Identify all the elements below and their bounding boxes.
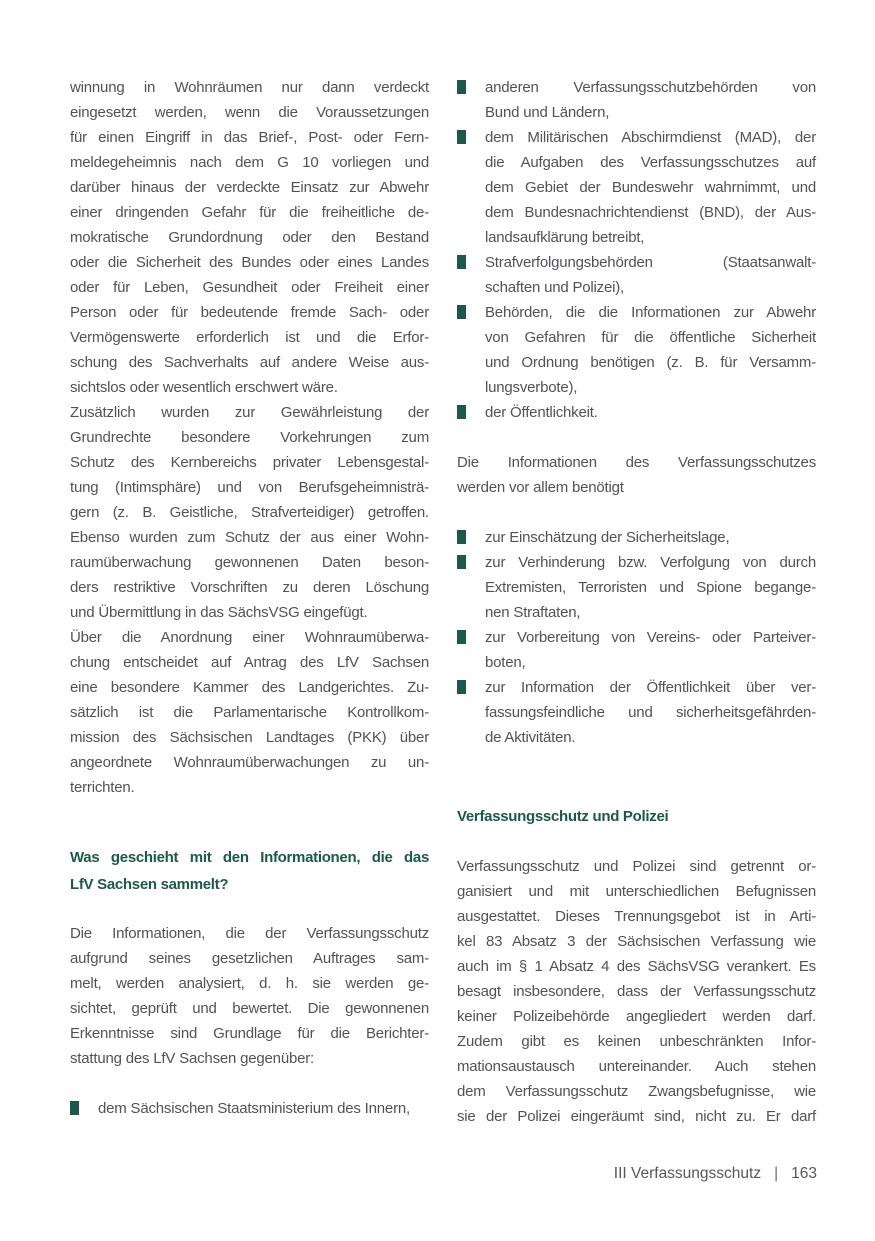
text-line: Extremisten, Terroristen und Spione begange-	[485, 579, 816, 596]
footer-separator: |	[774, 1165, 779, 1182]
text-line: ders restriktive Vorschriften zu deren Löschung	[70, 579, 429, 596]
text-line: mationsaustausch untereinander. Auch stehen	[457, 1058, 816, 1075]
right-column	[457, 75, 816, 1129]
text-line: zur Einschätzung der Sicherheitslage,	[485, 529, 730, 546]
left-column	[70, 75, 429, 1129]
section-heading-informationen	[70, 844, 429, 898]
bullet-square-icon	[457, 555, 466, 569]
list-item	[70, 1096, 429, 1121]
text-line: zur Verhinderung bzw. Verfolgung von durch	[485, 554, 816, 571]
text-line: Die Informationen, die der Verfassungsschutz	[70, 925, 429, 942]
text-line: gern (z. B. Geistliche, Strafverteidiger) getroffen.	[70, 504, 429, 521]
list-item	[457, 75, 816, 125]
list-item	[457, 400, 816, 425]
text-line: Erkenntnisse sind Grundlage für die Berichter-	[70, 1025, 429, 1042]
text-line: lungsverbote),	[485, 379, 578, 396]
list-item	[457, 525, 816, 550]
list-item	[457, 675, 816, 750]
section-heading-polizei	[457, 803, 816, 830]
bullet-square-icon	[457, 80, 466, 94]
text-line: dem Verfassungsschutz Zwangsbefugnisse, wie	[457, 1083, 816, 1100]
bullet-list	[457, 75, 816, 425]
text-line: stattung des LfV Sachsen gegenüber:	[70, 1050, 315, 1067]
paragraph	[70, 625, 429, 800]
footer-chapter-label: III Verfassungsschutz	[613, 1165, 762, 1182]
text-line: winnung in Wohnräumen nur dann verdeckt	[70, 79, 429, 96]
text-line: oder für Leben, Gesundheit oder Freiheit einer	[70, 279, 429, 296]
bullet-square-icon	[457, 130, 466, 144]
bullet-list	[457, 525, 816, 750]
paragraph	[457, 450, 816, 500]
text-line: dem Bundesnachrichtendienst (BND), der Aus-	[485, 204, 816, 221]
text-line: aufgrund seines gesetzlichen Auftrages sam-	[70, 950, 429, 967]
text-line: chung entscheidet auf Antrag des LfV Sachsen	[70, 654, 429, 671]
paragraph	[70, 400, 429, 625]
text-line: Über die Anordnung einer Wohnraumüberwa-	[70, 629, 429, 646]
text-line: eine besondere Kammer des Landgerichtes. Zu-	[70, 679, 429, 696]
text-line: kel 83 Absatz 3 der Sächsischen Verfassung wie	[457, 933, 816, 950]
text-line: dem Sächsischen Staatsministerium des Innern,	[98, 1100, 410, 1117]
text-line: oder die Sicherheit des Bundes oder eines Landes	[70, 254, 429, 271]
text-line: der Öffentlichkeit.	[485, 404, 598, 421]
bullet-list	[70, 1096, 429, 1121]
text-line: dem Militärischen Abschirmdienst (MAD), der	[485, 129, 816, 146]
text-line: zur Information der Öffentlichkeit über ver-	[485, 679, 816, 696]
text-line: landsaufklärung betreibt,	[485, 229, 645, 246]
text-line: Zudem gibt es keinen unbeschränkten Infor-	[457, 1033, 816, 1050]
bullet-square-icon	[457, 255, 466, 269]
text-line: Verfassungsschutz und Polizei sind getrennt or-	[457, 858, 816, 875]
text-line: ganisiert und mit unterschiedlichen Befugnissen	[457, 883, 816, 900]
text-line: von Gefahren für die öffentliche Sicherheit	[485, 329, 816, 346]
text-line: terrichten.	[70, 779, 135, 796]
text-line: anderen Verfassungsschutzbehörden von	[485, 79, 816, 96]
text-line: Ebenso wurden zum Schutz der aus einer Wohn-	[70, 529, 429, 546]
text-line: Vermögenswerte erforderlich ist und die Erfor-	[70, 329, 429, 346]
paragraph	[70, 75, 429, 400]
text-line: sichtet, geprüft und bewertet. Die gewonnenen	[70, 1000, 429, 1017]
text-line: schaften und Polizei),	[485, 279, 625, 296]
list-item	[457, 125, 816, 250]
text-line: nen Straftaten,	[485, 604, 581, 621]
text-line: Strafverfolgungsbehörden (Staatsanwalt-	[485, 254, 816, 271]
text-line: für einen Eingriff in das Brief-, Post- oder Fern-	[70, 129, 429, 146]
text-line: raumüberwachung gewonnenen Daten beson-	[70, 554, 429, 571]
text-line: auch im § 1 Absatz 4 des SächsVSG verankert. Es	[457, 958, 816, 975]
paragraph	[70, 921, 429, 1071]
bullet-square-icon	[457, 405, 466, 419]
text-line: Die Informationen des Verfassungsschutzes	[457, 454, 816, 471]
text-line: Zusätzlich wurden zur Gewährleistung der	[70, 404, 429, 421]
text-line: schung des Sachverhalts auf andere Weise aus-	[70, 354, 429, 371]
list-item	[457, 300, 816, 400]
text-line: sie der Polizei eingeräumt sind, nicht zu. Er darf	[457, 1108, 816, 1125]
text-line: mokratische Grundordnung oder den Bestand	[70, 229, 429, 246]
list-item	[457, 625, 816, 675]
text-line: LfV Sachsen sammelt?	[70, 876, 229, 893]
text-line: Verfassungsschutz und Polizei	[457, 808, 669, 825]
text-line: boten,	[485, 654, 526, 671]
footer-page-number: 163	[791, 1165, 817, 1182]
text-line: de Aktivitäten.	[485, 729, 576, 746]
bullet-square-icon	[457, 305, 466, 319]
text-line: sichtslos oder wesentlich erschwert wäre.	[70, 379, 338, 396]
text-line: Behörden, die die Informationen zur Abwehr	[485, 304, 816, 321]
text-line: ausgestattet. Dieses Trennungsgebot ist in Arti-	[457, 908, 816, 925]
text-line: Grundrechte besondere Vorkehrungen zum	[70, 429, 429, 446]
text-line: Was geschieht mit den Informationen, die das	[70, 849, 429, 866]
text-line: fassungsfeindliche und sicherheitsgefährden-	[485, 704, 816, 721]
text-line: werden vor allem benötigt	[457, 479, 624, 496]
text-line: zur Vorbereitung von Vereins- oder Parteiver-	[485, 629, 816, 646]
paragraph	[457, 854, 816, 1129]
text-line: besagt insbesondere, dass der Verfassungsschutz	[457, 983, 816, 1000]
text-line: dem Gebiet der Bundeswehr wahrnimmt, und	[485, 179, 816, 196]
page-footer	[614, 1161, 817, 1186]
text-line: Bund und Ländern,	[485, 104, 610, 121]
text-line: die Aufgaben des Verfassungsschutzes auf	[485, 154, 816, 171]
list-item	[457, 250, 816, 300]
list-item	[457, 550, 816, 625]
text-line: Person oder für bedeutende fremde Sach- oder	[70, 304, 429, 321]
text-line: mission des Sächsischen Landtages (PKK) über	[70, 729, 429, 746]
text-line: meldegeheimnis nach dem G 10 vorliegen und	[70, 154, 429, 171]
text-line: sätzlich ist die Parlamentarische Kontrollkom-	[70, 704, 429, 721]
bullet-square-icon	[457, 680, 466, 694]
text-line: und Ordnung benötigen (z. B. für Versamm-	[485, 354, 816, 371]
bullet-square-icon	[70, 1101, 79, 1115]
text-line: darüber hinaus der verdeckte Einsatz zur Abwehr	[70, 179, 429, 196]
bullet-square-icon	[457, 630, 466, 644]
text-line: angeordnete Wohnraumüberwachungen zu un-	[70, 754, 429, 771]
text-line: eingesetzt werden, wenn die Voraussetzungen	[70, 104, 429, 121]
bullet-square-icon	[457, 530, 466, 544]
text-line: und Übermittlung in das SächsVSG eingefügt.	[70, 604, 368, 621]
text-line: melt, werden analysiert, d. h. sie werden ge-	[70, 975, 429, 992]
text-line: einer dringenden Gefahr für die freiheitliche de-	[70, 204, 429, 221]
text-line: keiner Polizeibehörde angegliedert werden darf.	[457, 1008, 816, 1025]
text-line: tung (Intimsphäre) und von Berufsgeheimnisträ-	[70, 479, 429, 496]
text-line: Schutz des Kernbereichs privater Lebensgestal-	[70, 454, 429, 471]
